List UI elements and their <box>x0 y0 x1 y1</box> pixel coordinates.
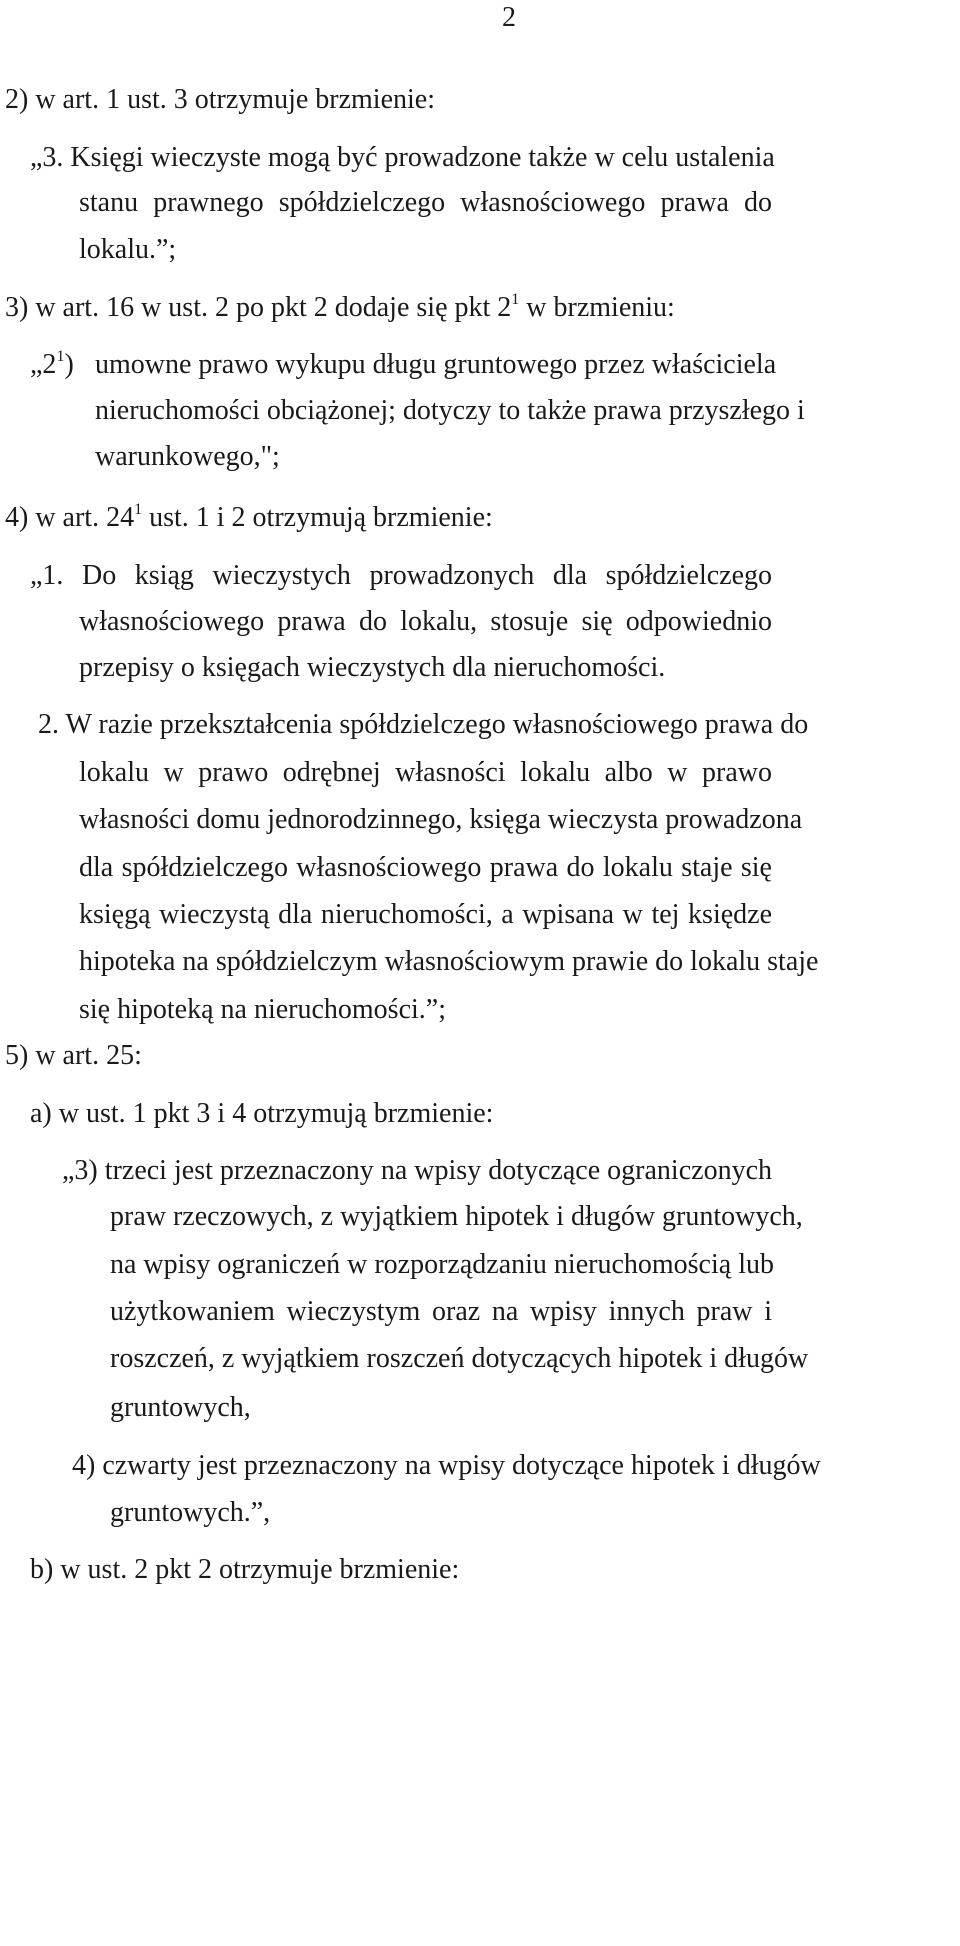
point-3-line-4: użytkowaniem wieczystym oraz na wpisy innych praw i <box>110 1296 772 1327</box>
point-3-line-2: praw rzeczowych, z wyjątkiem hipotek i długów gruntowych, <box>110 1201 803 1232</box>
point-3-line-1: „3) trzeci jest przeznaczony na wpisy dotyczące ograniczonych <box>62 1155 772 1186</box>
quote-2-line-1: 2. W razie przekształcenia spółdzielczego własnościowego prawa do <box>38 709 809 740</box>
quote-2-line-3: własności domu jednorodzinnego, księga wieczysta prowadzona <box>79 804 803 835</box>
amendment-5-header: 5) w art. 25: <box>5 1040 142 1071</box>
point-3-line-3: na wpisy ograniczeń w rozporządzaniu nieruchomością lub <box>110 1249 774 1280</box>
quote-2-line-4: dla spółdzielczego własnościowego prawa do lokalu staje się <box>79 852 772 883</box>
quote-2-line-5: księgą wieczystą dla nieruchomości, a wpisana w tej księdze <box>79 899 772 930</box>
quote-3-line-1: „3. Księgi wieczyste mogą być prowadzone także w celu ustalenia <box>30 142 775 173</box>
sub-b-header: b) w ust. 2 pkt 2 otrzymuje brzmienie: <box>30 1554 460 1585</box>
point-3-line-6: gruntowych, <box>110 1392 251 1423</box>
quote-2-line-6: hipoteka na spółdzielczym własnościowym prawie do lokalu staje <box>79 946 819 977</box>
point-2-1-number: $„2^1$) <box>30 348 74 380</box>
point-4-line-1: 4) czwarty jest przeznaczony na wpisy dotyczące hipotek i długów <box>72 1450 821 1481</box>
quote-1-line-1: „1. Do ksiąg wieczystych prowadzonych dla spółdzielczego <box>30 560 772 591</box>
quote-1-line-3: przepisy o księgach wieczystych dla nieruchomości. <box>79 652 666 683</box>
point-2-1-line-3: warunkowego,"; <box>95 441 280 472</box>
quote-3-line-3: lokalu.”; <box>79 234 177 265</box>
amendment-3-header: 3) w art. 16 w ust. 2 po pkt 2 dodaje się pkt $2^1$ w brzmieniu: <box>5 291 675 323</box>
amendment-2-header: 2) w art. 1 ust. 3 otrzymuje brzmienie: <box>5 84 435 115</box>
page-number: 2 <box>502 2 516 33</box>
quote-3-line-2: stanu prawnego spółdzielczego własnościowego prawa do <box>79 187 772 218</box>
point-4-line-2: gruntowych.”, <box>110 1497 271 1528</box>
amendment-4-header: 4) w art. $24^1$ ust. 1 i 2 otrzymują brzmienie: <box>5 501 493 533</box>
quote-2-line-2: lokalu w prawo odrębnej własności lokalu albo w prawo <box>79 757 772 788</box>
quote-2-line-7: się hipoteką na nieruchomości.”; <box>79 994 446 1025</box>
point-3-line-5: roszczeń, z wyjątkiem roszczeń dotyczących hipotek i długów <box>110 1343 809 1374</box>
point-2-1-line-1: umowne prawo wykupu długu gruntowego przez właściciela <box>95 349 777 380</box>
point-2-1-line-2: nieruchomości obciążonej; dotyczy to także prawa przyszłego i <box>95 395 805 426</box>
sub-a-header: a) w ust. 1 pkt 3 i 4 otrzymują brzmienie: <box>30 1098 494 1129</box>
quote-1-line-2: własnościowego prawa do lokalu, stosuje się odpowiednio <box>79 606 772 637</box>
